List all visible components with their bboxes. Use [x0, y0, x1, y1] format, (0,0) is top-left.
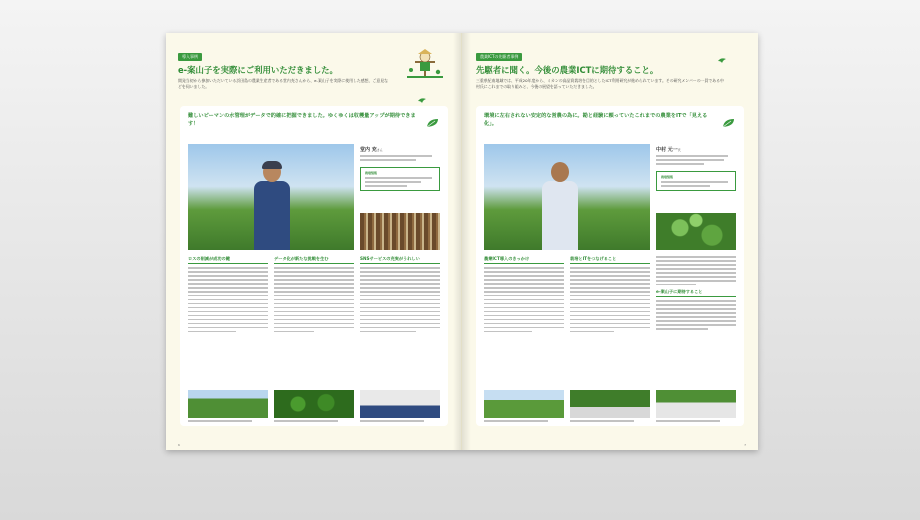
article-column — [484, 256, 564, 332]
drying-rack-photo — [360, 213, 440, 250]
field-photo — [188, 390, 268, 422]
mulch-field-photo — [656, 390, 736, 422]
left-card-title: 難しいピーマンの水管理がデータで的確に把握できました。ゆくゆくは収穫量アップが期待できます！ — [188, 113, 416, 127]
left-lead-text: 開発当初から参加いただいている浜田島の農業生産者である堂内充さんから、e-案山子を実際に使用した感想、ご意見などを伺いました。 — [178, 78, 388, 89]
right-profile — [656, 146, 736, 191]
researcher-figure — [540, 162, 580, 250]
left-photo-row — [188, 390, 440, 422]
section-heading: ロスの削減が成功の鍵 — [188, 256, 268, 264]
section-heading: データ化が新たな挑戦を生む — [274, 256, 354, 264]
right-section-tag: 農業ICTの先駆者事例 — [476, 53, 522, 61]
left-info-box: 栽培情報 — [360, 167, 440, 191]
interview-photo — [360, 390, 440, 422]
left-page-number: 6 — [178, 443, 180, 447]
farmer-figure — [252, 162, 292, 250]
section-heading: 農業ICT導入のきっかけ — [484, 256, 564, 264]
farmer-portrait-photo — [188, 144, 354, 250]
right-interview-card — [476, 106, 744, 426]
article-column — [656, 256, 736, 332]
right-lead-text: 三重県紀南地域では、平成20年度から、ミカンの高品質栽培を目的としたICT利用研究が進められています。その研究メンバーの一員である中村氏にこれまでの取り組みと、今後の展望を語っていただきました。 — [476, 78, 724, 89]
left-person-name: 堂内 充さん — [360, 147, 383, 153]
left-section-tag: 導入事例 — [178, 53, 202, 61]
article-column — [360, 256, 440, 332]
sensor-photo — [570, 390, 650, 422]
scarecrow-mascot-icon — [405, 48, 445, 82]
article-column — [570, 256, 650, 332]
left-headline: e-案山子を実際にご利用いただきました。 — [178, 65, 338, 75]
citrus-tree-photo — [656, 213, 736, 250]
left-person-detail — [360, 155, 440, 161]
right-photo-row — [484, 390, 736, 422]
bird-icon — [418, 97, 426, 103]
orchard-photo — [484, 390, 564, 422]
right-page — [462, 33, 758, 450]
left-profile — [360, 146, 440, 191]
section-heading: 栽培とITをつなげること — [570, 256, 650, 264]
bird-icon — [718, 57, 726, 63]
leaf-icon — [722, 118, 736, 128]
left-interview-card — [180, 106, 448, 426]
section-heading: SNSサービスの充実がうれしい — [360, 256, 440, 264]
pepper-photo — [274, 390, 354, 422]
right-article-columns — [484, 256, 736, 332]
section-heading: e-案山子に期待すること — [656, 289, 736, 297]
researcher-portrait-photo — [484, 144, 650, 250]
left-page — [166, 33, 462, 450]
right-card-title: 環境に左右されない安定的な営農の為に。勘と経験に頼っていたこれまでの農業をITで「見える化」。 — [484, 113, 708, 127]
right-info-box: 栽培情報 — [656, 171, 736, 191]
magazine-spread — [166, 33, 758, 450]
right-page-number: 7 — [744, 443, 746, 447]
left-article-columns — [188, 256, 440, 332]
article-column — [188, 256, 268, 332]
leaf-icon — [426, 118, 440, 128]
right-person-name: 中村 元一氏 — [656, 147, 681, 153]
right-headline: 先駆者に聞く。今後の農業ICTに期待すること。 — [476, 65, 659, 75]
article-column — [274, 256, 354, 332]
right-person-detail — [656, 155, 736, 165]
